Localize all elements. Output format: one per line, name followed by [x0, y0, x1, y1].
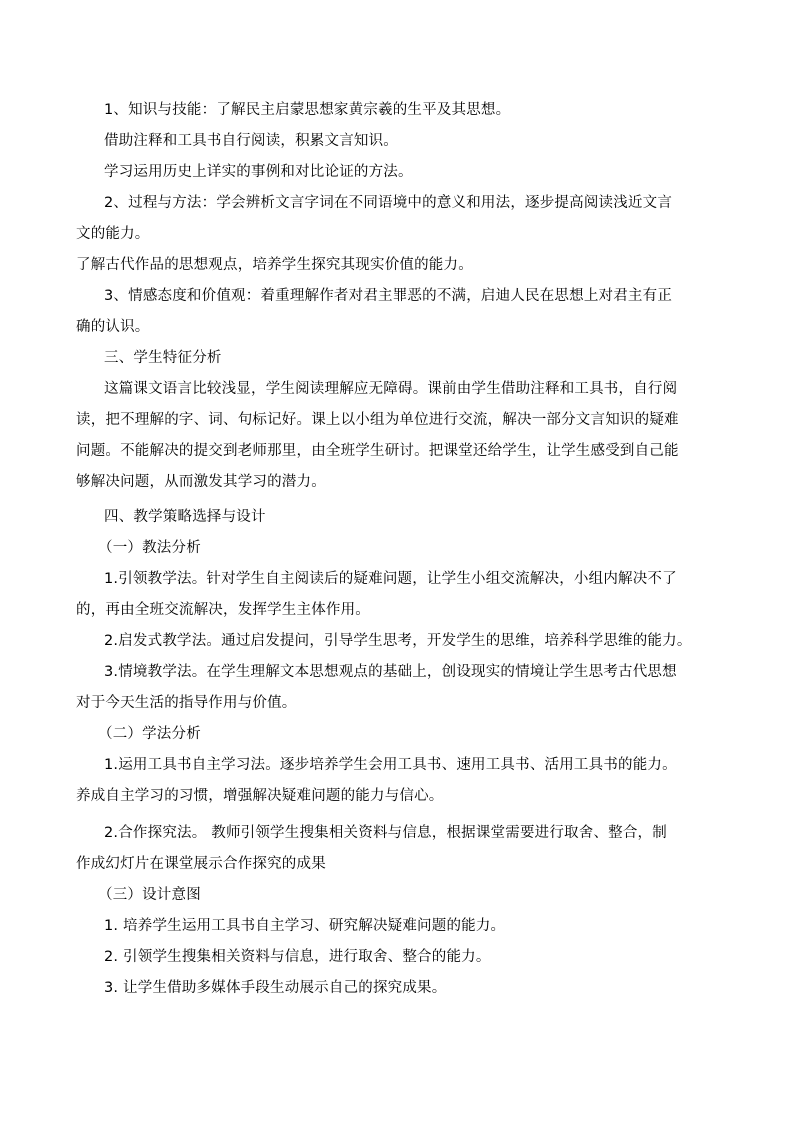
teaching-method-2: 2.启发式教学法。通过启发提问，引导学生思考，开发学生的思维，培养科学思维的能力。	[104, 633, 692, 649]
learning-method-2: 2.合作探究法。 教师引领学生搜集相关资料与信息，根据课堂需要进行取舍、整合，制	[104, 825, 667, 841]
subheading-teaching-method: （一）教法分析	[98, 540, 201, 556]
section-heading-strategy: 四、教学策略选择与设计	[104, 509, 266, 525]
subheading-learning-method: （二）学法分析	[98, 726, 201, 742]
objective-emotion: 3、情感态度和价值观：着重理解作者对君主罪恶的不满，启迪人民在思想上对君主有正	[104, 288, 673, 304]
teaching-method-3-cont: 对于今天生活的指导作用与价值。	[76, 695, 297, 711]
student-analysis-line-2: 读，把不理解的字、词、句标记好。课上以小组为单位进行交流，解决一部分文言知识的疑难	[76, 412, 679, 428]
objective-emotion-cont: 确的认识。	[76, 319, 150, 335]
section-heading-student-analysis: 三、学生特征分析	[104, 350, 222, 366]
design-intent-3: 3. 让学生借助多媒体手段生动展示自己的探究成果。	[104, 980, 447, 996]
objective-process-cont: 文的能力。	[76, 226, 150, 242]
objective-knowledge-2: 借助注释和工具书自行阅读，积累文言知识。	[104, 133, 398, 149]
learning-method-1: 1.运用工具书自主学习法。逐步培养学生会用工具书、速用工具书、活用工具书的能力。	[104, 757, 677, 773]
objective-process: 2、过程与方法：学会辨析文言字词在不同语境中的意义和用法，逐步提高阅读浅近文言	[104, 195, 673, 211]
objective-knowledge-3: 学习运用历史上详实的事例和对比论证的方法。	[104, 164, 413, 180]
teaching-method-3: 3.情境教学法。在学生理解文本思想观点的基础上，创设现实的情境让学生思考古代思想	[104, 664, 677, 680]
design-intent-1: 1. 培养学生运用工具书自主学习、研究解决疑难问题的能力。	[104, 918, 506, 934]
learning-method-1-cont: 养成自主学习的习惯，增强解决疑难问题的能力与信心。	[76, 788, 444, 804]
teaching-method-1: 1.引领教学法。针对学生自主阅读后的疑难问题，让学生小组交流解决，小组内解决不了	[104, 571, 677, 587]
learning-method-2-cont: 作成幻灯片在课堂展示合作探究的成果	[76, 856, 326, 872]
design-intent-2: 2. 引领学生搜集相关资料与信息，进行取舍、整合的能力。	[104, 949, 491, 965]
teaching-method-1-cont: 的，再由全班交流解决，发挥学生主体作用。	[76, 602, 370, 618]
objective-process-2: 了解古代作品的思想观点，培养学生探究其现实价值的能力。	[76, 257, 473, 273]
objective-knowledge: 1、知识与技能：了解民主启蒙思想家黄宗羲的生平及其思想。	[104, 102, 511, 118]
subheading-design-intent: （三）设计意图	[98, 887, 201, 903]
student-analysis-line-4: 够解决问题，从而激发其学习的潜力。	[76, 474, 326, 490]
student-analysis-line-3: 问题。不能解决的提交到老师那里，由全班学生研讨。把课堂还给学生，让学生感受到自己能	[76, 443, 679, 459]
student-analysis-line-1: 这篇课文语言比较浅显，学生阅读理解应无障碍。课前由学生借助注释和工具书，自行阅	[104, 381, 678, 397]
